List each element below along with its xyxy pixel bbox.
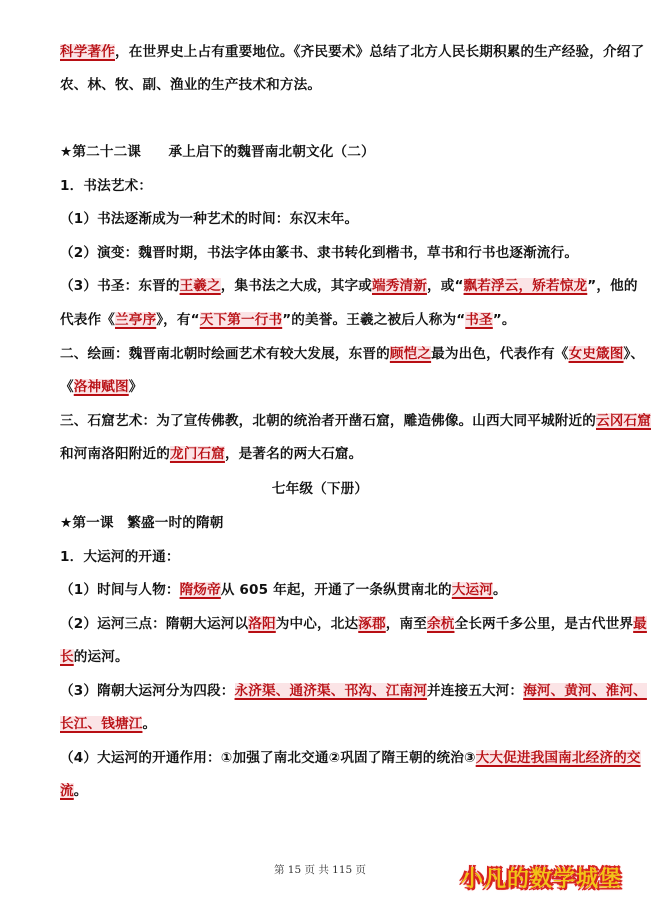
- text-segment: 《: [60, 379, 74, 395]
- text-segment: 从 605 年起，开通了一条纵贯南北的: [220, 582, 452, 598]
- text-segment: 和河南洛阳附近的: [60, 446, 170, 462]
- text-segment: 七年级（下册）: [271, 481, 369, 497]
- text-segment: ，是著名的两大石窟。: [224, 446, 363, 462]
- text-segment: 代表作《: [60, 312, 115, 328]
- text-segment: 的运河。: [73, 649, 129, 665]
- text-segment: 》、: [623, 346, 645, 362]
- text-segment: 全长两千多公里，是古代世界: [454, 616, 634, 632]
- text-line: [60, 779, 88, 799]
- highlight-term: 女史箴图: [568, 346, 624, 362]
- text-segment: ★第一课 繁盛一时的隋朝: [60, 515, 224, 531]
- text-line: [60, 241, 578, 261]
- text-line: [60, 308, 516, 328]
- text-segment: 为中心，北达: [275, 616, 359, 632]
- highlight-term: 龙门石窟: [169, 446, 225, 462]
- text-line: [0, 477, 640, 497]
- text-line: [60, 40, 644, 60]
- highlight-term: 大大促进我国南北经济的交: [475, 750, 641, 766]
- highlight-term: 云冈石窟: [596, 413, 651, 429]
- text-segment: ，南至: [385, 616, 427, 632]
- highlight-term: 顾恺之: [389, 346, 432, 362]
- highlight-term: 长江、钱塘江: [60, 716, 143, 732]
- text-line: [60, 342, 644, 362]
- text-line: [60, 174, 152, 194]
- text-segment: （1）书法逐渐成为一种艺术的时间：东汉末年。: [60, 211, 359, 227]
- highlight-term: 洛阳: [248, 616, 276, 632]
- text-segment: 三、石窟艺术：为了宣传佛教，北朝的统治者开凿石窟，雕造佛像。山西大同平城附近的: [60, 413, 597, 429]
- text-line: [60, 511, 224, 531]
- highlight-term: 海河、黄河、淮河、: [523, 683, 647, 699]
- text-segment: ，或“: [426, 278, 464, 294]
- highlight-term: 最: [633, 616, 647, 632]
- text-segment: （4）大运河的开通作用：①加强了南北交通②巩固了隋王朝的统治③: [60, 750, 476, 766]
- text-line: [60, 746, 641, 766]
- highlight-term: 长: [60, 649, 74, 665]
- text-segment: 。: [142, 716, 157, 732]
- text-line: [60, 207, 358, 227]
- text-line: [60, 645, 129, 665]
- text-segment: 》: [128, 379, 143, 395]
- text-segment: 》，有“: [156, 312, 200, 328]
- highlight-term: 兰亭序: [114, 312, 157, 328]
- highlight-term: 飘若浮云，矫若惊龙: [463, 278, 588, 294]
- text-segment: 。: [493, 582, 507, 598]
- text-segment: ”。: [492, 312, 516, 328]
- text-line: [60, 679, 647, 699]
- text-segment: 并连接五大河：: [426, 683, 524, 699]
- highlight-term: 天下第一行书: [199, 312, 283, 328]
- text-line: [60, 375, 142, 395]
- text-line: [60, 712, 156, 732]
- text-segment: ，集书法之大成，其字或: [220, 278, 372, 294]
- text-segment: ，在世界史上占有重要地位。《齐民要术》总结了北方人民长期积累的生产经验，介绍了: [114, 44, 645, 60]
- highlight-term: 洛神赋图: [73, 379, 129, 395]
- page-footer: 第 15 页 共 115 页: [273, 864, 367, 876]
- text-segment: （2）运河三点：隋朝大运河以: [60, 616, 249, 632]
- text-segment: 。: [73, 783, 88, 799]
- text-segment: （3）书圣：东晋的: [60, 278, 180, 294]
- text-line: [60, 545, 180, 565]
- text-line: [60, 140, 375, 160]
- text-segment: 二、绘画：魏晋南北朝时绘画艺术有较大发展，东晋的: [60, 346, 390, 362]
- watermark-logo: 小凡的数学城堡: [460, 867, 622, 892]
- highlight-term: 科学著作: [60, 44, 115, 60]
- text-segment: （1）时间与人物：: [60, 582, 180, 598]
- text-segment: 1．大运河的开通：: [60, 549, 180, 565]
- text-line: [60, 612, 647, 632]
- text-segment: ”，他的: [587, 278, 638, 294]
- text-segment: 农、林、牧、副、渔业的生产技术和方法。: [60, 77, 322, 93]
- text-segment: （2）演变：魏晋时期，书法字体由篆书、隶书转化到楷书，草书和行书也逐渐流行。: [60, 245, 579, 261]
- highlight-term: 隋炀帝: [179, 582, 221, 598]
- text-segment: （3）隋朝大运河分为四段：: [60, 683, 235, 699]
- text-line: [60, 274, 638, 294]
- text-segment: 1．书法艺术：: [60, 178, 153, 194]
- highlight-term: 余杭: [426, 616, 455, 632]
- text-line: [60, 578, 507, 598]
- text-segment: 最为出色，代表作有《: [431, 346, 569, 362]
- text-line: [60, 73, 321, 93]
- highlight-term: 永济渠、通济渠、邗沟、江南河: [234, 683, 427, 699]
- text-line: [60, 409, 651, 429]
- highlight-term: 流: [60, 783, 74, 799]
- text-line: [60, 442, 362, 462]
- highlight-term: 涿郡: [358, 616, 386, 632]
- highlight-term: 端秀清新: [371, 278, 427, 294]
- highlight-term: 王羲之: [179, 278, 221, 294]
- text-segment: ★第二十二课 承上启下的魏晋南北朝文化（二）: [60, 144, 375, 160]
- text-segment: ”的美誉。王羲之被后人称为“: [282, 312, 466, 328]
- highlight-term: 书圣: [465, 312, 493, 328]
- highlight-term: 大运河: [451, 582, 494, 598]
